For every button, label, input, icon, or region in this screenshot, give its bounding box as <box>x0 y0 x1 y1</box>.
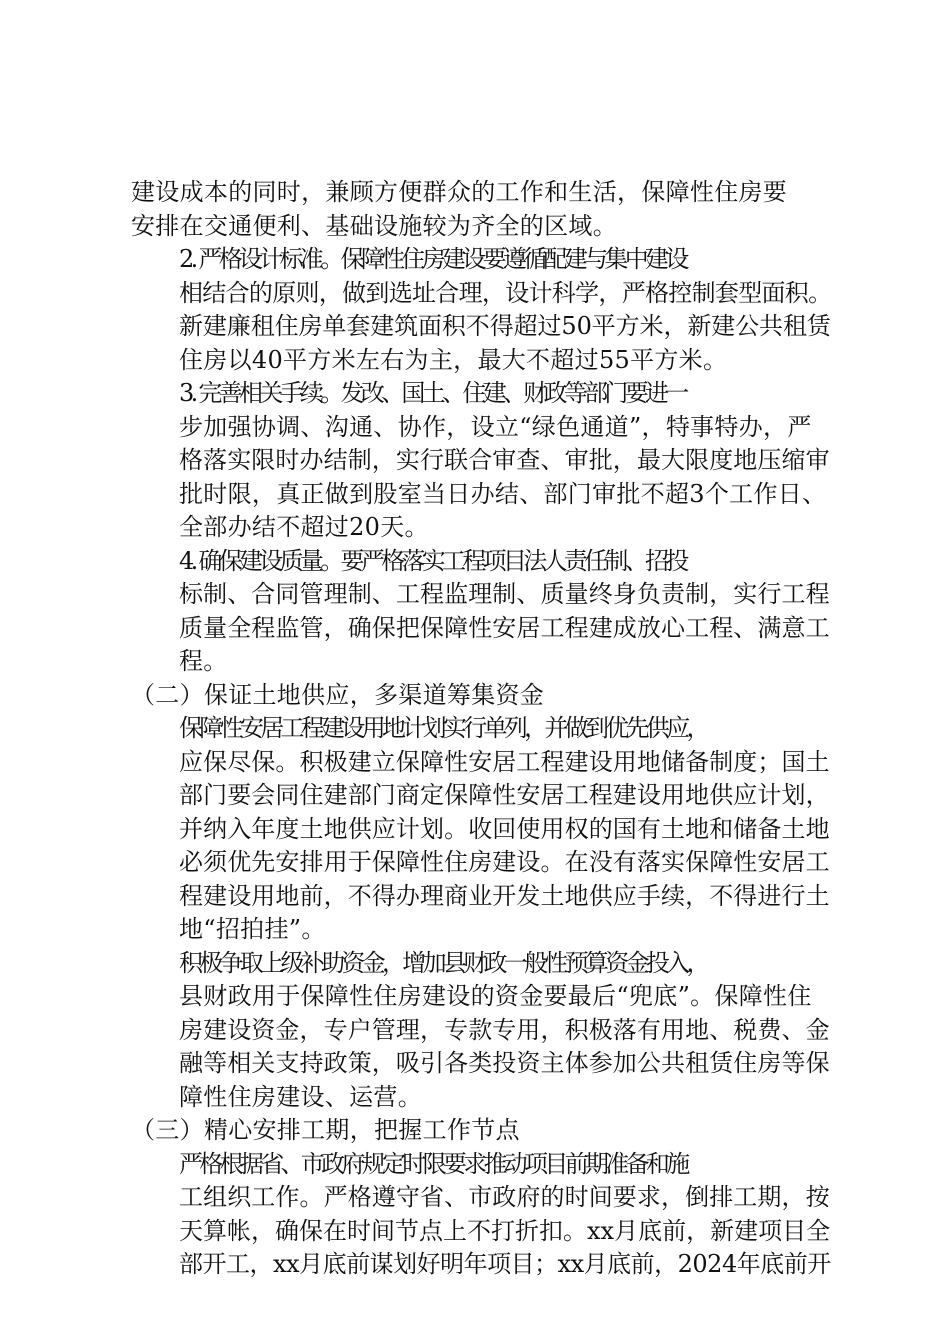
text-line: （二）保证土地供应，多渠道筹集资金 <box>131 680 545 709</box>
text-line: 应保尽保。积极建立保障性安居工程建设用地储备制度；国土 <box>179 747 830 776</box>
text-line: 严格根据省、市政府规定时限要求推动项目前期准备和施 <box>179 1149 687 1178</box>
text-line: 建设成本的同时，兼顾方便群众的工作和生活，保障性住房要 <box>131 178 788 206</box>
text-line: 积极争取上级补助资金，增加县财政一般性预算资金投入， <box>179 948 707 977</box>
text-line: 全部办结不超过20天。 <box>179 513 429 541</box>
section-heading <box>131 679 831 713</box>
text-line: 新建廉租住房单套建筑面积不得超过50平方米，新建公共租赁 <box>179 312 831 340</box>
text-line: 标制、合同管理制、工程监理制、质量终身负责制，实行工程 <box>179 580 830 608</box>
body-paragraph <box>131 377 831 545</box>
text-line: 3. 完善相关手续。发改、国土、住建、财政等部门要进一 <box>179 379 686 407</box>
text-line: 并纳入年度土地供应计划。收回使用权的国有土地和储备土地 <box>179 814 830 843</box>
body-paragraph <box>131 712 831 947</box>
section-heading <box>131 1114 831 1148</box>
body-paragraph <box>131 243 831 377</box>
document-body <box>131 176 831 1282</box>
text-line: （三）精心安排工期，把握工作节点 <box>131 1116 520 1144</box>
body-paragraph <box>131 1148 831 1282</box>
text-line: 工组织工作。严格遵守省、市政府的时间要求，倒排工期，按 <box>179 1183 830 1211</box>
text-line: 保障性安居工程建设用地计划实行单列，并做到优先供应， <box>179 714 707 742</box>
text-line: 地“招拍挂”。 <box>179 915 326 943</box>
text-line: 必须优先安排用于保障性住房建设。在没有落实保障性安居工 <box>179 848 830 876</box>
continued-paragraph <box>131 176 831 243</box>
text-line: 部门要会同住建部门商定保障性安居工程建设用地供应计划， <box>179 781 830 809</box>
body-paragraph <box>131 545 831 679</box>
body-paragraph <box>131 947 831 1115</box>
text-line: 步加强协调、沟通、协作，设立“绿色通道”，特事特办，严 <box>179 412 812 441</box>
text-line: 县财政用于保障性住房建设的资金要最后“兜底”。保障性住 <box>179 982 812 1010</box>
text-line: 房建设资金，专户管理，专款专用，积极落有用地、税费、金 <box>179 1015 830 1044</box>
text-line: 相结合的原则，做到选址合理，设计科学，严格控制套型面积。 <box>179 278 832 307</box>
text-line: 2. 严格设计标准。保障性住房建设要遵循配建与集中建设 <box>179 245 686 273</box>
text-line: 质量全程监管，确保把保障性安居工程建成放心工程、满意工 <box>179 613 830 642</box>
text-line: 批时限，真正做到股室当日办结、部门审批不超3个工作日、 <box>179 479 827 508</box>
text-line: 安排在交通便利、基础设施较为齐全的区域。 <box>131 211 617 240</box>
text-line: 程。 <box>179 647 228 675</box>
text-line: 天算帐，确保在时间节点上不打折扣。xx月底前，新建项目全 <box>179 1216 831 1245</box>
text-line: 格落实限时办结制，实行联合审查、审批，最大限度地压缩审 <box>179 446 830 474</box>
text-line: 障性住房建设、运营。 <box>179 1082 422 1111</box>
text-line: 部开工，xx月底前谋划好明年项目；xx月底前，2024年底前开 <box>179 1250 831 1278</box>
text-line: 4. 确保建设质量。要严格落实工程项目法人责任制、招投 <box>179 546 686 575</box>
text-line: 程建设用地前，不得办理商业开发土地供应手续，不得进行土 <box>179 881 830 910</box>
text-line: 住房以40平方米左右为主，最大不超过55平方米。 <box>179 345 728 374</box>
text-line: 融等相关支持政策，吸引各类投资主体参加公共租赁住房等保 <box>179 1049 830 1077</box>
